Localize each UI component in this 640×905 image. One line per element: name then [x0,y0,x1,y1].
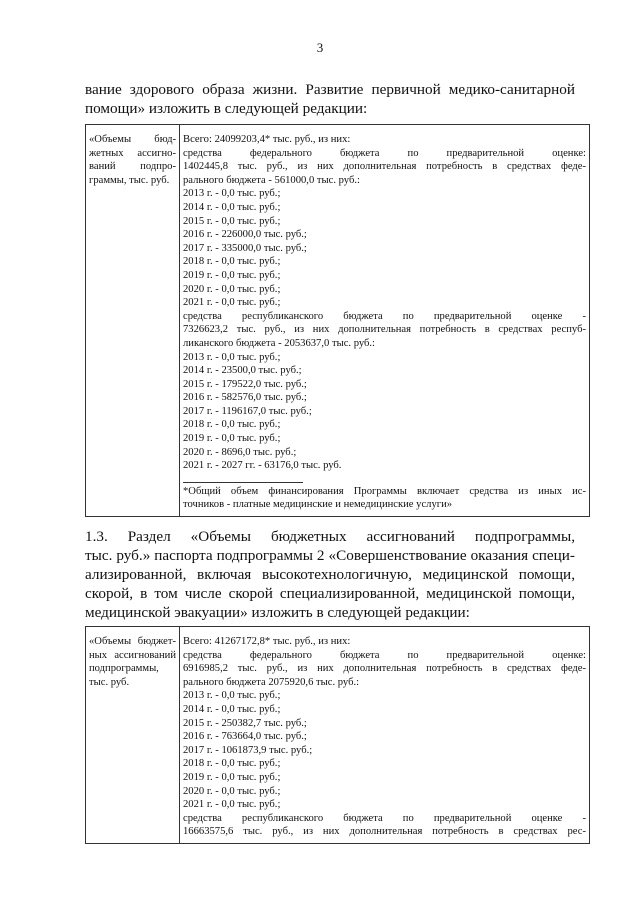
budget-table-2-values [183,635,586,839]
value-line: 2016 г. - 582576,0 тыс. руб.; [183,392,307,404]
value-line: 2019 г. - 0,0 тыс. руб.; [183,771,281,783]
label-line: подпрограммы, [89,663,159,675]
value-line: 2015 г. - 0,0 тыс. руб.; [183,215,281,227]
value-line: 2017 г. - 1196167,0 тыс. руб.; [183,405,312,417]
value-line: 6916985,2 тыс. руб., из них дополнительная потребность в средствах феде- [183,663,586,675]
value-line: 2021 г. - 0,0 тыс. руб.; [183,799,281,811]
budget-table-1-values [183,133,586,473]
budget-table-1-value-cell [180,125,590,517]
value-line: 2018 г. - 0,0 тыс. руб.; [183,256,281,268]
value-line: 2014 г. - 0,0 тыс. руб.; [183,201,281,213]
label-line: «Объемы бюджет- [89,636,176,647]
value-line: *Общий объем финансирования Программы включает средства из иных ис- [183,485,586,497]
intro-line: вание здорового образа жизни. Развитие первичной медико-санитарной [85,81,575,98]
section-1-3-paragraph [85,527,575,622]
value-line: рального бюджета 2075920,6 тыс. руб.: [183,676,360,688]
value-line: 2017 г. - 335000,0 тыс. руб.; [183,242,307,254]
value-line: точников - платные медицинские и немедицинские услуги» [183,499,453,511]
label-line: ваний подпро- [89,161,176,173]
section-line: 1.3. Раздел «Объемы бюджетных ассигнований подпрограммы, [85,528,575,545]
value-line: 16663575,6 тыс. руб., из них дополнительная потребность в средствах рес- [183,826,586,838]
value-line: 2020 г. - 8696,0 тыс. руб.; [183,446,297,458]
value-line: 2013 г. - 0,0 тыс. руб.; [183,690,281,702]
value-line: 7326623,2 тыс. руб., из них дополнительная потребность в средствах респуб- [183,324,586,336]
value-line: 2021 г. - 2027 гг. - 63176,0 тыс. руб. [183,460,342,472]
value-line: 2020 г. - 0,0 тыс. руб.; [183,785,281,797]
value-line: 2016 г. - 226000,0 тыс. руб.; [183,229,307,241]
intro-line: помощи» изложить в следующей редакции: [85,100,368,117]
value-line: 2018 г. - 0,0 тыс. руб.; [183,419,281,431]
page-number: 3 [316,40,324,55]
value-line: средства республиканского бюджета по предварительной оценке - [183,310,586,322]
value-line: 2019 г. - 0,0 тыс. руб.; [183,269,281,281]
value-line: 2017 г. - 1061873,9 тыс. руб.; [183,744,313,756]
value-line: 2013 г. - 0,0 тыс. руб.; [183,351,281,363]
label-line: граммы, тыс. руб. [89,174,170,186]
budget-table-1-footnote [183,485,586,512]
section-line: ализированной, включая высокотехнологичную, медицинской помощи, [85,566,575,583]
intro-paragraph [85,80,575,118]
budget-table-2-label-cell [86,627,180,844]
value-line: Всего: 24099203,4* тыс. руб., из них: [183,134,351,145]
value-line: 2021 г. - 0,0 тыс. руб.; [183,297,281,309]
value-line: 2014 г. - 0,0 тыс. руб.; [183,703,281,715]
label-line: тыс. руб. [89,676,130,688]
value-line: 2015 г. - 250382,7 тыс. руб.; [183,717,307,729]
value-line: ликанского бюджета - 2053637,0 тыс. руб.: [183,337,375,349]
value-line: 2014 г. - 23500,0 тыс. руб.; [183,365,302,377]
label-line: жетных ассигно- [89,147,176,159]
budget-table-1 [85,124,590,517]
budget-table-2 [85,626,590,844]
value-line: средства федерального бюджета по предварительной оценке: [183,147,586,159]
value-line: рального бюджета - 561000,0 тыс. руб.: [183,174,360,186]
value-line: 2020 г. - 0,0 тыс. руб.; [183,283,281,295]
section-line: скорой, в том числе скорой специализированной, медицинской помощи, [85,585,575,602]
value-line: 1402445,8 тыс. руб., из них дополнительная потребность в средствах феде- [183,161,586,173]
value-line: средства федерального бюджета по предварительной оценке: [183,649,586,661]
footnote-divider [183,482,303,483]
value-line: Всего: 41267172,8* тыс. руб., из них: [183,636,351,647]
budget-table-2-value-cell [180,627,590,844]
value-line: 2018 г. - 0,0 тыс. руб.; [183,758,281,770]
section-line: медицинской эвакуации» изложить в следующей редакции: [85,604,470,621]
label-line: «Объемы бюд- [89,134,176,145]
value-line: 2015 г. - 179522,0 тыс. руб.; [183,378,307,390]
value-line: средства республиканского бюджета по предварительной оценке - [183,812,586,824]
value-line: 2016 г. - 763664,0 тыс. руб.; [183,731,307,743]
budget-table-1-label-cell [86,125,180,517]
value-line: 2019 г. - 0,0 тыс. руб.; [183,433,281,445]
section-line: тыс. руб.» паспорта подпрограммы 2 «Совершенствование оказания специ- [85,547,575,564]
label-line: ных ассигнований [89,649,176,661]
value-line: 2013 г. - 0,0 тыс. руб.; [183,188,281,200]
